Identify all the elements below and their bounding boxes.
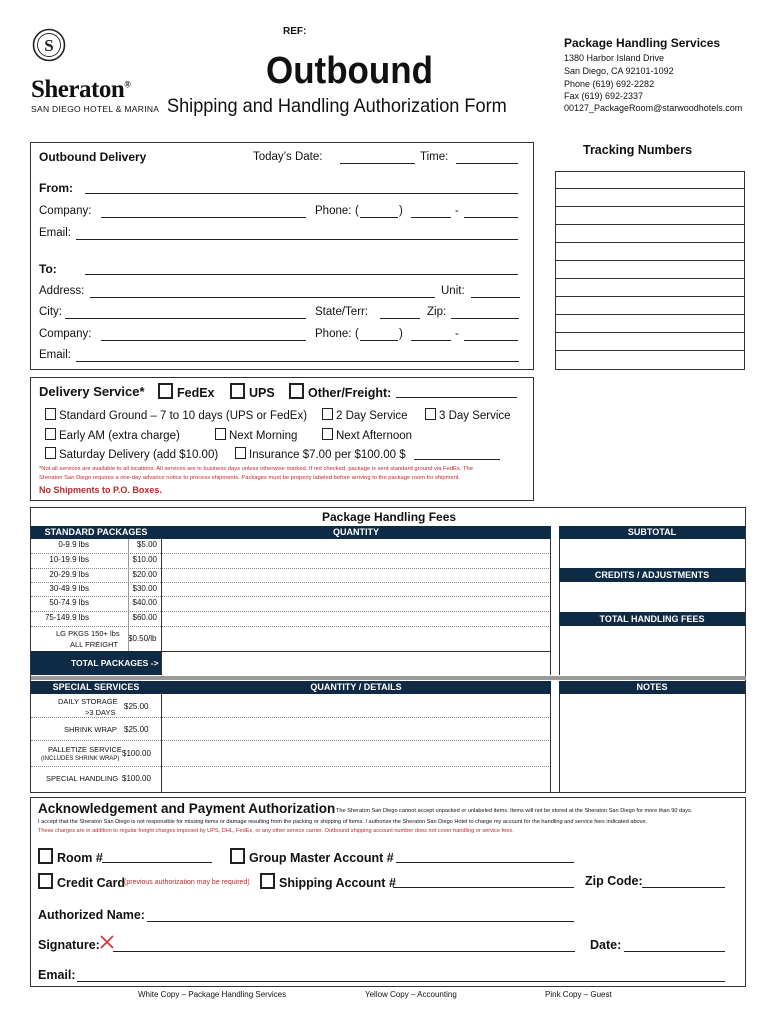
state-label: State/Terr: [315, 306, 369, 318]
shipping-account-field[interactable] [393, 887, 574, 888]
unit-label: Unit: [441, 285, 465, 297]
email-field[interactable] [77, 981, 725, 982]
fee-row: 75-149.9 lbs $60.00 [44, 613, 157, 622]
from-label: From: [39, 181, 73, 195]
credits-adjustments-header: CREDITS / ADJUSTMENTS [559, 568, 745, 582]
contact-fax: Fax (619) 692-2337 [564, 91, 644, 101]
tracking-row[interactable] [555, 207, 745, 225]
from-phone-paren-close: ) [399, 205, 403, 217]
todays-date-field[interactable] [340, 163, 415, 164]
fee-row: 50-74.9 lbs $40.00 [49, 598, 157, 607]
two-day-checkbox[interactable] [322, 408, 333, 420]
shrink-wrap-price: $25.00 [124, 725, 149, 734]
ups-option[interactable]: UPS [230, 383, 275, 400]
zip-code-label: Zip Code: [585, 874, 643, 888]
shipping-account-option[interactable]: Shipping Account # [260, 873, 396, 890]
date-field[interactable] [624, 951, 725, 952]
palletize-price: $100.00 [122, 749, 151, 758]
shrink-wrap-label: SHRINK WRAP [64, 725, 117, 734]
from-field[interactable] [85, 193, 518, 194]
subtotal-header: SUBTOTAL [559, 526, 745, 539]
authorized-name-label: Authorized Name: [38, 908, 145, 922]
daily-storage-label: DAILY STORAGE [58, 697, 118, 706]
quantity-details-column[interactable] [161, 694, 551, 792]
contact-phone: Phone (619) 692-2282 [564, 79, 655, 89]
next-afternoon-checkbox[interactable] [322, 428, 333, 440]
three-day-checkbox[interactable] [425, 408, 436, 420]
ups-checkbox[interactable] [230, 383, 245, 399]
zip-field[interactable] [451, 318, 519, 319]
ref-label: REF: [283, 26, 307, 37]
tracking-row[interactable] [555, 297, 745, 315]
palletize-label: PALLETIZE SERVICE [48, 745, 122, 754]
two-day-option[interactable]: 2 Day Service [322, 408, 408, 422]
total-handling-fees-header: TOTAL HANDLING FEES [559, 612, 745, 626]
tracking-row[interactable] [555, 171, 745, 189]
zip-label: Zip: [427, 306, 447, 318]
fee-row: 30-49.9 lbs $30.00 [49, 584, 157, 593]
room-checkbox[interactable] [38, 848, 53, 864]
room-number-field[interactable] [102, 862, 212, 863]
notes-field[interactable] [559, 694, 745, 792]
authorized-name-field[interactable] [147, 921, 574, 922]
section-divider-bar [31, 676, 746, 680]
standard-ground-checkbox[interactable] [45, 408, 56, 420]
shipping-account-checkbox[interactable] [260, 873, 275, 889]
footer-yellow-copy: Yellow Copy – Accounting [365, 990, 457, 999]
from-phone-paren-open: ( [355, 205, 359, 217]
room-option[interactable]: Room # [38, 848, 103, 865]
delivery-note-1: *Not all services are available to all locations. All services are in business days unless otherwise marked. If not checked, package is sent standard ground via FedEx. The [39, 466, 473, 472]
contact-heading: Package Handling Services [564, 36, 721, 50]
daily-storage-sub: >3 DAYS [85, 708, 116, 717]
address-field[interactable] [90, 297, 435, 298]
credit-card-note: (previous authorization may be required) [124, 879, 250, 886]
tracking-heading: Tracking Numbers [583, 143, 693, 157]
page-title: Outbound [266, 50, 433, 92]
group-master-checkbox[interactable] [230, 848, 245, 864]
early-am-checkbox[interactable] [45, 428, 56, 440]
insurance-amount-field[interactable] [414, 459, 500, 460]
contact-email: 00127_PackageRoom@starwoodhotels.com [564, 103, 743, 113]
ack-heading: Acknowledgement and Payment Authorization [38, 801, 336, 816]
to-phone-paren-close: ) [399, 328, 403, 340]
special-handling-price: $100.00 [122, 774, 151, 783]
lg-pkgs-label: LG PKGS 150+ lbs [56, 629, 120, 638]
lg-price: $0.50/lb [128, 634, 157, 643]
to-email-field[interactable] [76, 361, 519, 362]
contact-city: San Diego, CA 92101-1092 [564, 66, 674, 76]
next-morning-checkbox[interactable] [215, 428, 226, 440]
city-field[interactable] [65, 318, 306, 319]
from-phone-line[interactable] [464, 217, 518, 218]
city-label: City: [39, 306, 62, 318]
to-company-label: Company: [39, 328, 92, 340]
from-email-label: Email: [39, 227, 71, 239]
state-field[interactable] [380, 318, 420, 319]
fee-row: 10-19.9 lbs $10.00 [49, 555, 157, 564]
group-master-field[interactable] [396, 862, 574, 863]
fee-row: 20-29.9 lbs $20.00 [49, 570, 157, 579]
signature-field[interactable] [113, 951, 575, 952]
all-freight-label: ALL FREIGHT [70, 640, 119, 649]
credits-adjustments-field[interactable] [559, 582, 745, 612]
from-phone-prefix[interactable] [411, 217, 451, 218]
ack-charges-text: These charges are in addition to regular freight charges imposed by UPS, DHL, FedEx, or any other service carrier. Outbound shipping account number does not cover handling or service fees. [38, 828, 514, 834]
early-am-option[interactable]: Early AM (extra charge) [45, 428, 180, 442]
from-phone-dash: - [455, 205, 459, 217]
hotel-logo-name: Sheraton® [31, 76, 131, 103]
date-label: Date: [590, 938, 622, 952]
footer-white-copy: White Copy – Package Handling Services [138, 990, 287, 999]
to-label: To: [39, 262, 57, 276]
palletize-sub: (INCLUDES SHRINK WRAP) [41, 756, 120, 762]
other-freight-option[interactable]: Other/Freight: [289, 383, 391, 400]
time-label: Time: [420, 151, 449, 163]
tracking-row[interactable] [555, 333, 745, 351]
tracking-row[interactable] [555, 351, 745, 370]
other-freight-field[interactable] [396, 397, 517, 398]
to-phone-paren-open: ( [355, 328, 359, 340]
insurance-option[interactable]: Insurance $7.00 per $100.00 $ [235, 447, 406, 461]
to-company-field[interactable] [101, 340, 306, 341]
unit-field[interactable] [471, 297, 520, 298]
address-label: Address: [39, 285, 85, 297]
price-divider [128, 539, 129, 651]
tracking-row[interactable] [555, 261, 745, 279]
to-field[interactable] [85, 274, 518, 275]
email-label: Email: [38, 968, 76, 982]
total-packages-field[interactable] [161, 651, 551, 675]
credit-card-checkbox[interactable] [38, 873, 53, 889]
quantity-details-header: QUANTITY / DETAILS [161, 681, 551, 694]
sheraton-seal-icon [32, 28, 66, 62]
from-phone-label: Phone: [315, 205, 352, 217]
notes-header: NOTES [559, 681, 745, 694]
signature-label: Signature: [38, 938, 100, 952]
tracking-row[interactable] [555, 243, 745, 261]
tracking-row[interactable] [555, 315, 745, 333]
ack-accept-text: I accept that the Sheraton San Diego is not responsible for missing items or damage resulting from the packing or shipping of items. I authorize the Sheraton San Diego Hotel to charge my account for the handling and service fees indicated above. [38, 819, 648, 825]
delivery-note-2: Sheraton San Diego requires a one-day advance notice to process shipments. Packages must be properly labeled before arriving to the package room for shipment. [39, 475, 461, 481]
ack-inline-note: The Sheraton San Diego cannot accept unpacked or unlabeled items. Items will not be stored at the Sheraton San Diego for more than 90 days. [336, 808, 693, 814]
fedex-checkbox[interactable] [158, 383, 173, 399]
contact-address: 1380 Harbor Island Drive [564, 53, 665, 63]
sign-here-x-icon [99, 934, 115, 950]
from-phone-area[interactable] [360, 217, 398, 218]
standard-ground-option[interactable]: Standard Ground – 7 to 10 days (UPS or FedEx) [45, 408, 307, 422]
standard-packages-header: STANDARD PACKAGES [31, 526, 161, 539]
acknowledgement-section [30, 797, 746, 987]
footer-pink-copy: Pink Copy – Guest [545, 990, 612, 999]
tracking-row[interactable] [555, 225, 745, 243]
from-email-field[interactable] [76, 239, 518, 240]
daily-storage-price: $25.00 [124, 702, 149, 711]
special-services-header: SPECIAL SERVICES [31, 681, 161, 694]
fees-heading: Package Handling Fees [322, 510, 457, 524]
page-subtitle: Shipping and Handling Authorization Form [167, 95, 507, 117]
group-master-option[interactable]: Group Master Account # [230, 848, 394, 865]
total-packages-label: TOTAL PACKAGES -> [31, 651, 161, 675]
from-company-label: Company: [39, 205, 92, 217]
tracking-row[interactable] [555, 279, 745, 297]
quantity-header: QUANTITY [161, 526, 551, 539]
time-field[interactable] [456, 163, 518, 164]
other-freight-checkbox[interactable] [289, 383, 304, 399]
outbound-heading: Outbound Delivery [39, 150, 147, 164]
subtotal-field[interactable] [559, 539, 745, 568]
three-day-option[interactable]: 3 Day Service [425, 408, 511, 422]
tracking-row[interactable] [555, 189, 745, 207]
saturday-option[interactable]: Saturday Delivery (add $10.00) [45, 447, 218, 461]
hotel-logo-subtitle: SAN DIEGO HOTEL & MARINA [31, 104, 160, 114]
saturday-checkbox[interactable] [45, 447, 56, 459]
next-afternoon-option[interactable]: Next Afternoon [322, 428, 412, 442]
svg-text:S: S [44, 36, 54, 55]
to-email-label: Email: [39, 349, 71, 361]
fee-row: 0-9.9 lbs $5.00 [58, 540, 157, 549]
zip-code-field[interactable] [642, 887, 725, 888]
special-handling-label: SPECIAL HANDLING [46, 774, 119, 783]
next-morning-option[interactable]: Next Morning [215, 428, 297, 442]
to-phone-label: Phone: [315, 328, 352, 340]
todays-date-label: Today’s Date: [253, 151, 323, 163]
fedex-option[interactable]: FedEx [158, 383, 215, 400]
no-po-boxes-note: No Shipments to P.O. Boxes. [39, 485, 162, 495]
to-phone-line[interactable] [464, 340, 518, 341]
credit-card-option[interactable]: Credit Card [38, 873, 125, 890]
total-handling-fees-field[interactable] [559, 626, 745, 675]
to-phone-prefix[interactable] [411, 340, 451, 341]
delivery-service-heading: Delivery Service* [39, 384, 145, 399]
to-phone-area[interactable] [360, 340, 398, 341]
from-company-field[interactable] [101, 217, 306, 218]
insurance-checkbox[interactable] [235, 447, 246, 459]
to-phone-dash: - [455, 328, 459, 340]
